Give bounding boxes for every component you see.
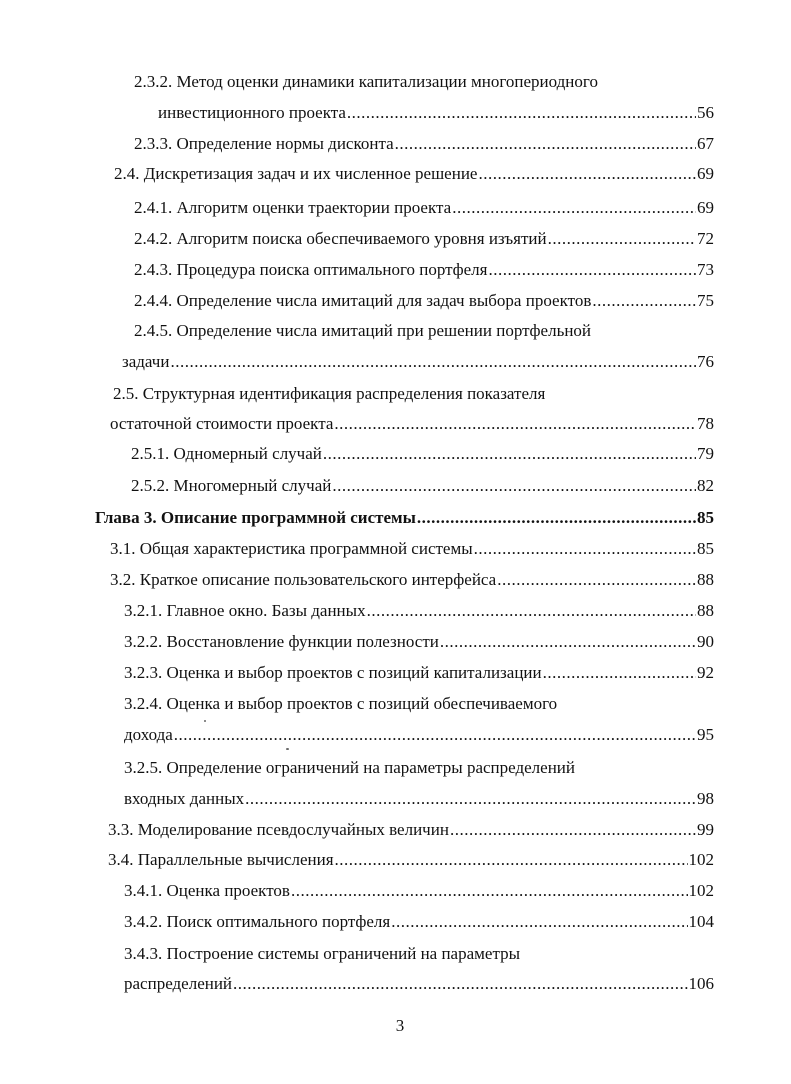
toc-entry-page: 67 [697,134,714,153]
toc-entry-title: 2.4.4. Определение числа имитаций для задач выбора проектов [134,291,592,310]
toc-entry-title: 2.4.3. Процедура поиска оптимального портфеля [134,260,488,279]
toc-entry [131,472,714,500]
toc-leader-dots [440,628,696,656]
toc-entry [124,970,714,998]
toc-entry-page: 90 [697,632,714,651]
toc-leader-dots [391,908,687,936]
toc-entry-page: 98 [697,789,714,808]
toc-leader-dots [452,194,696,222]
toc-entry-page: 75 [697,291,714,310]
toc-leader-dots [548,225,696,253]
toc-leader-dots [233,970,687,998]
toc-entry [110,566,714,594]
toc-line [113,380,545,408]
toc-entry [134,287,714,315]
toc-entry-page: 85 [697,539,714,558]
toc-entry-page: 73 [697,260,714,279]
toc-entry-page: 56 [697,103,714,122]
toc-leader-dots [334,410,696,438]
toc-line [134,68,598,96]
toc-entry-title: 3.4.1. Оценка проектов [124,881,290,900]
toc-entry [124,597,714,625]
toc-entry-title: 3.2.4. Оценка и выбор проектов с позиций обеспечиваемого [124,694,558,713]
toc-entry [110,410,714,438]
toc-entry [134,130,714,158]
toc-entry-page: 82 [697,476,714,495]
toc-entry-page: 99 [697,820,714,839]
toc-leader-dots [245,785,696,813]
toc-entry-page: 104 [688,912,714,931]
toc-entry-title: 2.4.2. Алгоритм поиска обеспечиваемого уровня изъятий [134,229,547,248]
toc-line [134,317,591,345]
toc-entry-title: 3.2.3. Оценка и выбор проектов с позиций капитализации [124,663,542,682]
toc-entry [134,194,714,222]
toc-entry-page: 88 [697,570,714,589]
page-number: 3 [395,1016,405,1035]
toc-entry-title: инвестиционного проекта [158,103,346,122]
toc-entry-title: 3.2.1. Главное окно. Базы данных [124,601,366,620]
toc-entry-page: 102 [688,881,714,900]
toc-entry-page: 69 [697,198,714,217]
toc-leader-dots [332,472,696,500]
toc-entry [108,846,714,874]
toc-entry-page: 78 [697,414,714,433]
toc-entry-title: Глава 3. Описание программной системы [95,508,416,527]
toc-leader-dots [323,440,696,468]
toc-entry-title: дохода [124,725,173,744]
toc-leader-dots [474,535,696,563]
toc-line [124,690,557,718]
toc-entry-page: 69 [697,164,714,183]
toc-entry-page: 88 [697,601,714,620]
toc-leader-dots [417,504,696,532]
toc-entry-title: входных данных [124,789,245,808]
toc-chapter-entry [95,504,714,532]
toc-entry [124,877,714,905]
toc-entry-title: 3.1. Общая характеристика программной системы [110,539,473,558]
toc-entry-title: распределений [124,974,233,993]
toc-leader-dots [497,566,696,594]
toc-entry [158,99,714,127]
toc-entry-page: 76 [697,352,714,371]
scan-speck [286,748,289,750]
toc-leader-dots [395,130,696,158]
toc-entry-title: остаточной стоимости проекта [110,414,334,433]
toc-entry-title: 2.4.5. Определение числа имитаций при решении портфельной [134,321,592,340]
toc-entry [124,721,714,749]
toc-leader-dots [543,659,696,687]
toc-entry-title: 2.4. Дискретизация задач и их численное решение [114,164,478,183]
toc-entry-page: 106 [688,974,714,993]
toc-entry-title: 3.3. Моделирование псевдослучайных величин [108,820,449,839]
toc-leader-dots [478,160,696,188]
toc-entry-title: 3.4. Параллельные вычисления [108,850,334,869]
toc-entry-title: 2.3.3. Определение нормы дисконта [134,134,394,153]
toc-entry-page: 85 [697,508,714,527]
toc-entry-title: 2.5. Структурная идентификация распределения показателя [113,384,546,403]
toc-leader-dots [367,597,696,625]
toc-entry-page: 79 [697,444,714,463]
toc-entry-title: задачи [122,352,170,371]
toc-leader-dots [488,256,696,284]
scan-speck [204,720,206,722]
toc-entry-title: 2.5.1. Одномерный случай [131,444,322,463]
toc-leader-dots [170,348,696,376]
toc-entry [131,440,714,468]
toc-entry [122,348,714,376]
toc-entry [124,628,714,656]
toc-line [124,940,520,968]
toc-leader-dots [592,287,696,315]
toc-entry-title: 3.2.5. Определение ограничений на параметры распределений [124,758,575,777]
toc-entry-title: 3.2. Краткое описание пользовательского интерфейса [110,570,497,589]
toc-entry-page: 92 [697,663,714,682]
toc-entry-title: 3.4.3. Построение системы ограничений на параметры [124,944,521,963]
toc-entry [124,785,714,813]
toc-entry [114,160,714,188]
toc-entry-page: 95 [697,725,714,744]
toc-entry [124,659,714,687]
toc-entry [134,256,714,284]
toc-entry [124,908,714,936]
toc-line [124,754,575,782]
toc-entry-page: 72 [697,229,714,248]
toc-entry-title: 2.5.2. Многомерный случай [131,476,332,495]
toc-entry-title: 3.4.2. Поиск оптимального портфеля [124,912,391,931]
toc-entry-title: 2.3.2. Метод оценки динамики капитализации многопериодного [134,72,598,91]
toc-leader-dots [335,846,688,874]
toc-leader-dots [174,721,696,749]
toc-leader-dots [450,816,696,844]
toc-entry-page: 102 [688,850,714,869]
toc-leader-dots [347,99,696,127]
toc-entry [134,225,714,253]
toc-entry [110,535,714,563]
toc-entry-title: 3.2.2. Восстановление функции полезности [124,632,439,651]
toc-entry-title: 2.4.1. Алгоритм оценки траектории проекта [134,198,452,217]
toc-entry [108,816,714,844]
toc-leader-dots [291,877,688,905]
